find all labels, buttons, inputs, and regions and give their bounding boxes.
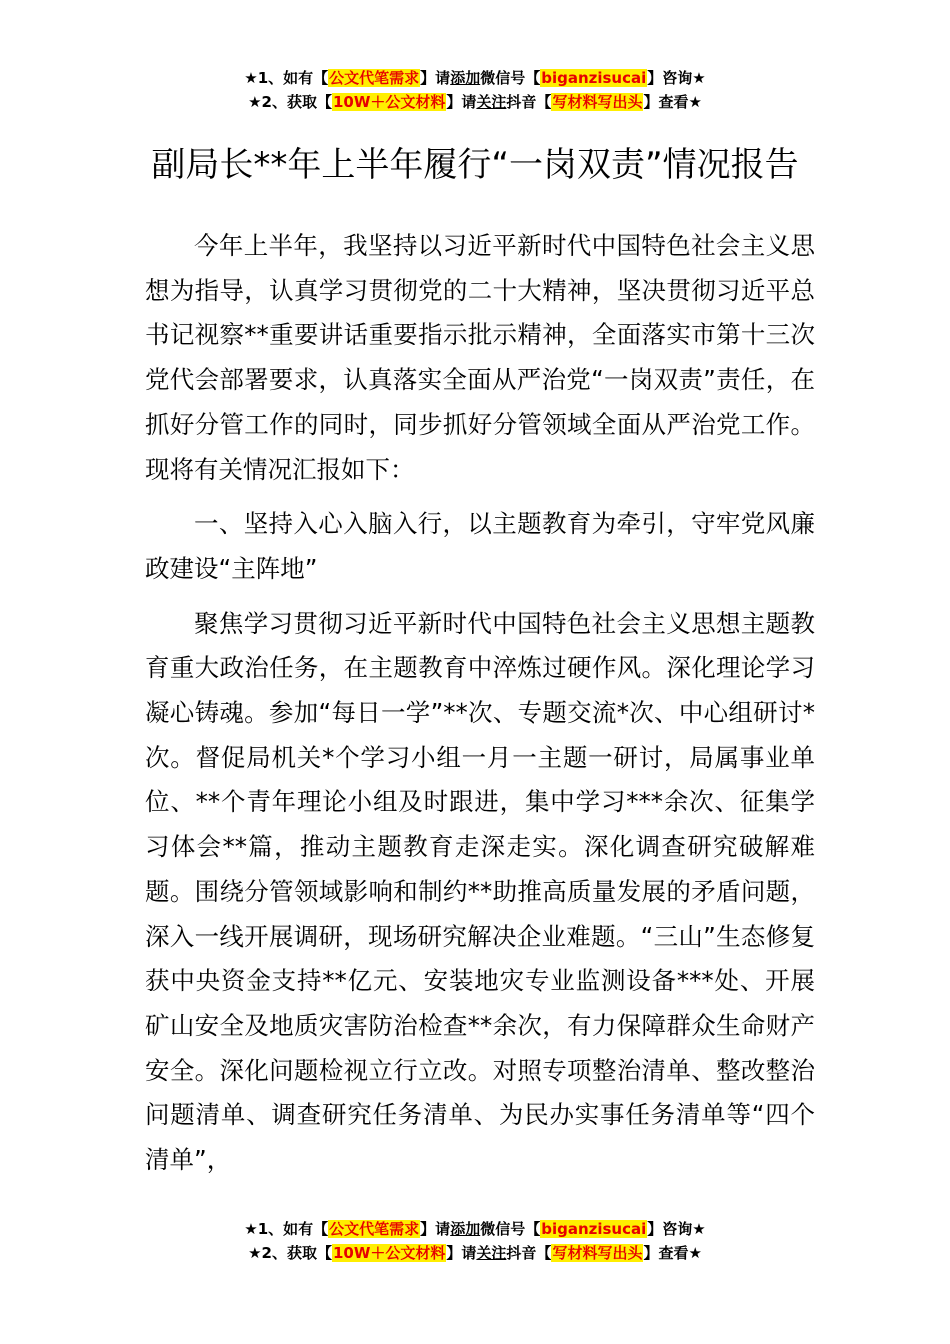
banner-text: ★2、获取【	[248, 1244, 332, 1262]
underlined-text: 关注	[476, 93, 507, 111]
wechat-id-highlight: biganzisucai	[541, 69, 647, 87]
banner-text: 】请	[420, 1220, 451, 1238]
underlined-text: 添加	[450, 1220, 481, 1238]
banner-line-1	[0, 66, 950, 90]
highlight-text: 10W＋公文材料	[332, 1244, 446, 1262]
section-heading-1: 一、坚持入心入脑入行，以主题教育为牵引，守牢党风廉政建设“主阵地”	[145, 509, 815, 583]
banner-text: 】查看★	[643, 1244, 702, 1262]
banner-text: 】请	[420, 69, 451, 87]
banner-text: 微信号【	[480, 69, 541, 87]
banner-text: 】请	[446, 1244, 477, 1262]
banner-text: 微信号【	[480, 1220, 541, 1238]
banner-text: ★2、获取【	[248, 93, 332, 111]
banner-text: 】查看★	[643, 93, 702, 111]
document-title: 副局长**年上半年履行“一岗双责”情况报告	[151, 144, 799, 185]
footer-banner	[0, 1217, 950, 1265]
highlight-text: 10W＋公文材料	[332, 93, 446, 111]
banner-text: 抖音【	[506, 1244, 552, 1262]
banner-text: 】咨询★	[647, 1220, 706, 1238]
banner-text: ★1、如有【	[244, 1220, 329, 1238]
banner-line-2	[0, 1241, 950, 1265]
document-body	[145, 224, 815, 1183]
banner-text: ★1、如有【	[244, 69, 329, 87]
banner-text: 】咨询★	[647, 69, 706, 87]
banner-line-2	[0, 90, 950, 114]
banner-line-1	[0, 1217, 950, 1241]
douyin-highlight: 写材料写出头	[552, 93, 643, 111]
underlined-text: 关注	[476, 1244, 507, 1262]
underlined-text: 添加	[450, 69, 481, 87]
banner-text: 抖音【	[506, 93, 552, 111]
highlight-text: 公文代笔需求	[329, 1220, 420, 1238]
banner-text: 】请	[446, 93, 477, 111]
wechat-id-highlight: biganzisucai	[541, 1220, 647, 1238]
paragraph-intro: 今年上半年，我坚持以习近平新时代中国特色社会主义思想为指导，认真学习贯彻党的二十大精神，坚决贯彻习近平总书记视察**重要讲话重要指示批示精神，全面落实市第十三次党代会部署要求，认真落实全面从严治党“一岗双责”责任，在抓好分管工作的同时，同步抓好分管领域全面从严治党工作。现将有关情况汇报如下：	[145, 231, 815, 484]
douyin-highlight: 写材料写出头	[552, 1244, 643, 1262]
header-banner	[0, 66, 950, 114]
paragraph-body: 聚焦学习贯彻习近平新时代中国特色社会主义思想主题教育重大政治任务，在主题教育中淬炼过硬作风。深化理论学习凝心铸魂。参加“每日一学”**次、专题交流*次、中心组研讨*次。督促局机关*个学习小组一月一主题一研讨，局属事业单位、**个青年理论小组及时跟进，集中学习***余次、征集学习体会**篇，推动主题教育走深走实。深化调查研究破解难题。围绕分管领域影响和制约**助推高质量发展的矛盾问题，深入一线开展调研，现场研究解决企业难题。“三山”生态修复获中央资金支持**亿元、安装地灾专业监测设备***处、开展矿山安全及地质灾害防治检查**余次，有力保障群众生命财产安全。深化问题检视立行立改。对照专项整治清单、整改整治问题清单、调查研究任务清单、为民办实事任务清单等“四个清单”，	[145, 608, 815, 1175]
highlight-text: 公文代笔需求	[329, 69, 420, 87]
